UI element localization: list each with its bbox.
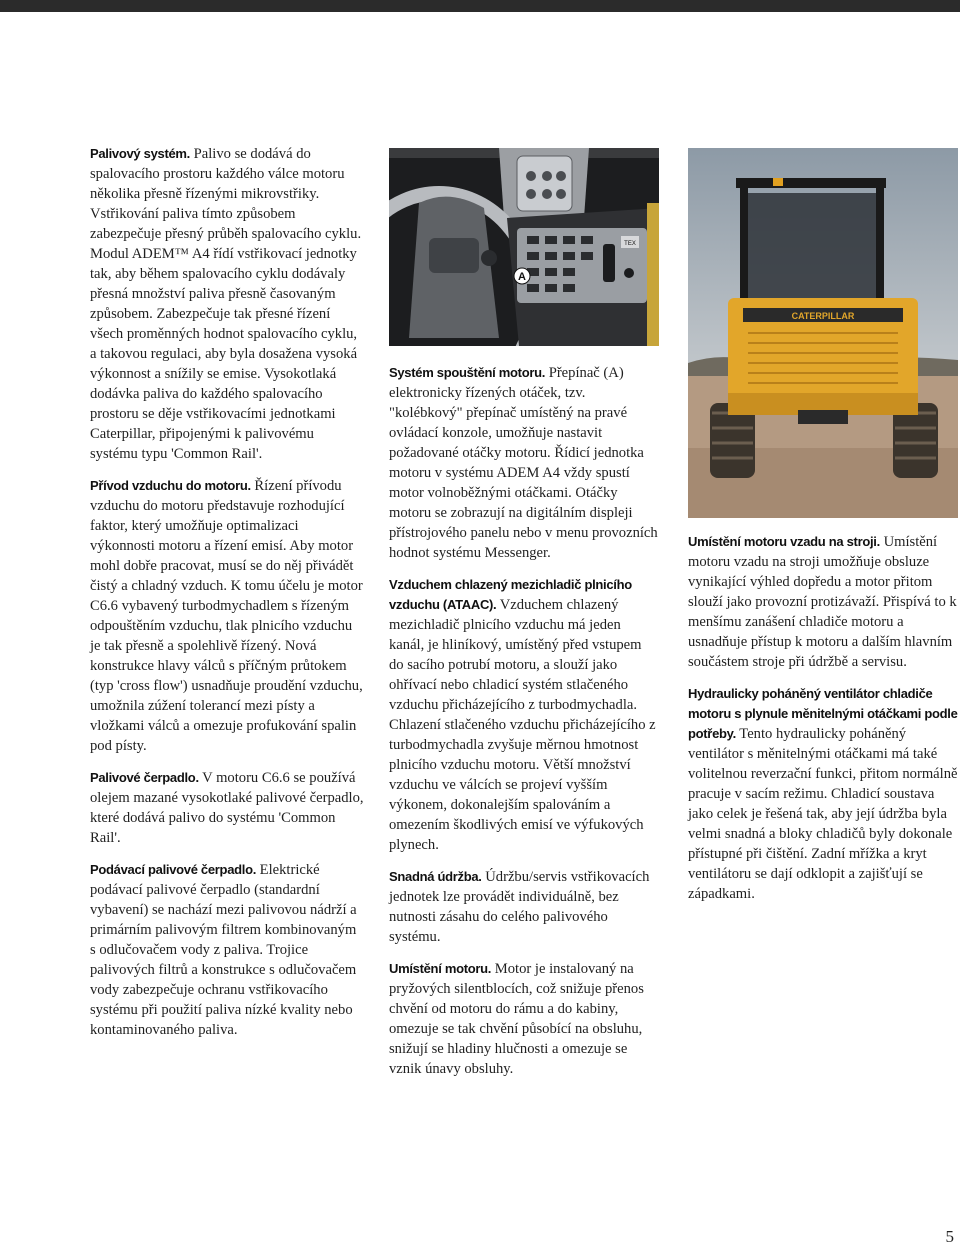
heading-hydraulic-fan: Hydraulicky poháněný ventilátor chladiče motoru s plynule měnitelnými otáčkami podle potřeby. bbox=[688, 686, 958, 741]
body-ataac: Vzduchem chlazený mezichladič plnicího vzduchu má jeden kanál, je hliníkový, umístěný před vstupem do sacího potrubí motoru, a slouží jako ohřívací nebo chladicí systém stlačeného vzduchu přicházejícího z turbodmychadla. Chlazení stlačeného vzduchu přicházejícího z turbodmychadla zvyšuje měrnou hmotnost plnicího vzduchu motoru. Větší množství vzduchu ve válcích se projeví vyšším výkonem, dokonalejším spalováním a omezením škodlivých emisí ve výfukových plynech. bbox=[389, 597, 656, 853]
text-column-2 bbox=[389, 363, 659, 1091]
heading-easy-service: Snadná údržba. bbox=[389, 869, 482, 884]
heading-engine-start: Systém spouštění motoru. bbox=[389, 365, 546, 380]
body-fuel-system: Palivo se dodává do spalovacího prostoru každého válce motoru několika přesně řízenými mikrovstřiky. Vstřikování paliva tímto způsobem zabezpečuje přesný průběh spalovacího cyklu. Modul ADEM™ A4 řídí vstřikovací jednotky tak, aby během spalovacího cyklu dodávaly přesná množství paliva přesně časovaným způsobem. Zabezpečuje tak přesné řízení všech proměnných hodnot spalovacího cyklu, a takovou regulaci, aby byla dosažena vysoká výkonnost a snížily se emise. Vysokotlaká dodávka paliva do každého spalovacího prostoru se děje vstřikovacími jednotkami Caterpillar, připojenými k palivovému systému typu 'Common Rail'. bbox=[90, 146, 362, 462]
photo-marker-a: A bbox=[518, 271, 526, 283]
photo-console-tag: TEX bbox=[624, 241, 636, 247]
paragraph-hydraulic-fan bbox=[688, 684, 958, 904]
paragraph-transfer-pump bbox=[90, 860, 365, 1040]
heading-ataac: Vzduchem chlazený mezichladič plnicího vzduchu (ATAAC). bbox=[389, 577, 632, 612]
heading-fuel-system: Palivový systém. bbox=[90, 146, 190, 161]
heading-transfer-pump: Podávací palivové čerpadlo. bbox=[90, 862, 257, 877]
cab-controls-illustration bbox=[389, 148, 659, 346]
heading-rear-engine: Umístění motoru vzadu na stroji. bbox=[688, 534, 880, 549]
paragraph-rear-engine bbox=[688, 532, 958, 672]
text-column-3 bbox=[688, 532, 958, 916]
body-transfer-pump: Elektrické podávací palivové čerpadlo (standardní vybavení) se nachází mezi palivovou nádrží a primárním palivovým filtrem kombinovaným s odlučovačem vody z paliva. Trojice palivových filtrů a konstrukce s odlučovačem vody zabezpečuje ochranu vstřikovacího systému při použití paliva nízké kvality nebo kontaminovaného paliva. bbox=[90, 862, 357, 1038]
paragraph-air-intake bbox=[90, 476, 365, 756]
heading-fuel-pump: Palivové čerpadlo. bbox=[90, 770, 199, 785]
heading-engine-mount: Umístění motoru. bbox=[389, 961, 492, 976]
text-column-1 bbox=[90, 144, 365, 1052]
photo-track-loader-rear bbox=[688, 148, 958, 518]
paragraph-fuel-system bbox=[90, 144, 365, 464]
heading-air-intake: Přívod vzduchu do motoru. bbox=[90, 478, 251, 493]
photo-cab-controls bbox=[389, 148, 659, 346]
paragraph-engine-start bbox=[389, 363, 659, 563]
photo-brand-plate: CATERPILLAR bbox=[791, 311, 855, 321]
paragraph-easy-service bbox=[389, 867, 659, 947]
paragraph-ataac bbox=[389, 575, 659, 855]
body-air-intake: Řízení přívodu vzduchu do motoru představuje rozhodující faktor, který umožňuje optimalizaci výkonnosti motoru a řízení emisí. Aby motor mohl dobře pracovat, musí se do něj přivádět čistý a chladný vzduch. K tomu účelu je motor C6.6 vybavený turbodmychadlem s řízeným odpouštěním vzduchu, tlak plnicího vzduchu je tak přesně a spolehlivě řízený. Nová konstrukce hlavy válců s příčným průtokem (typ 'cross flow') usnadňuje proudění vzduchu, umožnila zúžení tolerancí mezi písty a vložkami válců a omezuje profukování spalin pod písty. bbox=[90, 478, 363, 754]
paragraph-fuel-pump bbox=[90, 768, 365, 848]
body-rear-engine: Umístění motoru vzadu na stroji umožňuje obsluze vynikající výhled dopředu a motor přitom slouží jako provozní protizávaží. Přispívá to k menšímu zanášení chladiče motoru a usnadňuje přístup k motoru a dalším hlavním součástem stroje při údržbě a servisu. bbox=[688, 534, 957, 670]
body-fuel-pump: V motoru C6.6 se používá olejem mazané vysokotlaké palivové čerpadlo, které dodává palivo do systému 'Common Rail'. bbox=[90, 770, 364, 846]
body-easy-service: Údržbu/servis vstřikovacích jednotek lze provádět individuálně, bez nutnosti zásahu do celého palivového systému. bbox=[389, 869, 650, 945]
top-rule bbox=[0, 0, 960, 12]
paragraph-engine-mount bbox=[389, 959, 659, 1079]
body-engine-start: Přepínač (A) elektronicky řízených otáček, tzv. "kolébkový" přepínač umístěný na pravé ovládací konzole, umožňuje nastavit požadované otáčky motoru. Řídicí jednotka motoru v systému ADEM A4 vždy spustí motor volnoběžnými otáčkami. Otáčky motoru se zobrazují na digitálním displeji přístrojového panelu nebo v menu provozních hodnot systému Messenger. bbox=[389, 365, 658, 561]
body-engine-mount: Motor je instalovaný na pryžových silentblocích, což snižuje přenos chvění od motoru do rámu a do kabiny, omezuje se tak chvění působící na obsluhu, snižují se hladiny hlučnosti a omezuje se vznik únavy obsluhy. bbox=[389, 961, 644, 1077]
body-hydraulic-fan: Tento hydraulicky poháněný ventilátor s měnitelnými otáčkami má také volitelnou reverzační funkci, přitom normálně pracuje v sacím režimu. Chladicí soustava jako celek je řešená tak, aby její údržba byla velmi snadná a bloky chladičů byly dokonale přístupné při čištění. Zadní mřížka a kryt ventilátoru se dají odklopit a zajišťují se západkami. bbox=[688, 726, 958, 902]
track-loader-illustration bbox=[688, 148, 958, 518]
page-number: 5 bbox=[945, 1227, 954, 1246]
